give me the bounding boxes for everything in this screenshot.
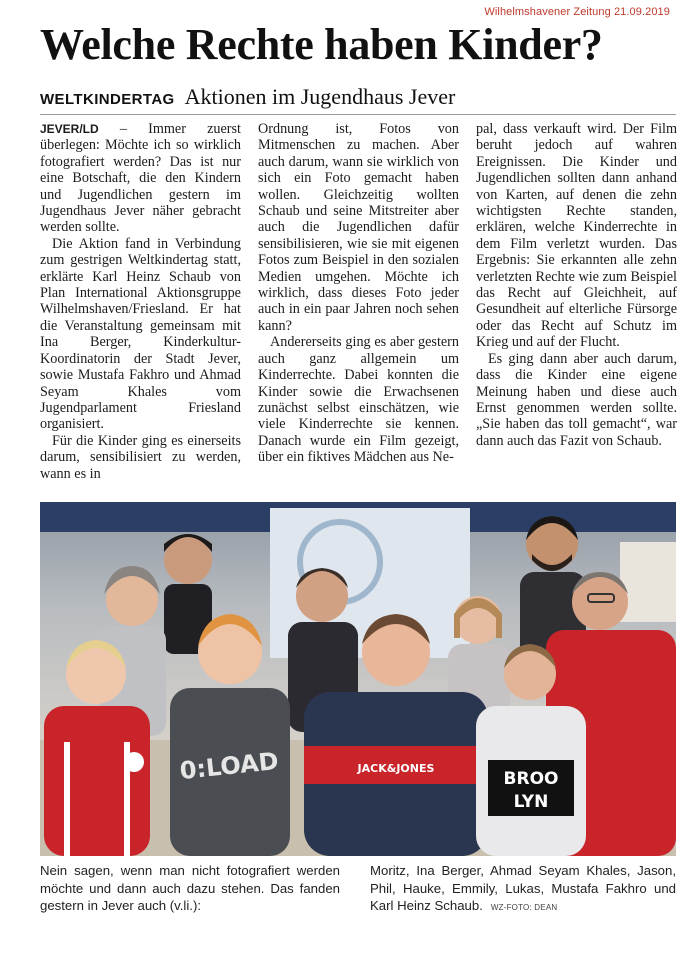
photo-credit: WZ-FOTO: DEAN xyxy=(490,903,558,912)
shirt-print-4: LYN xyxy=(513,792,549,812)
article-column-2 xyxy=(258,121,459,501)
newspaper-source-line: Wilhelmshavener Zeitung 21.09.2019 xyxy=(484,6,670,18)
article-paragraph: Für die Kinder ging es einerseits darum, sensibilisiert zu werden, wann es in xyxy=(40,432,241,482)
article-paragraph xyxy=(40,121,241,236)
article-column-1 xyxy=(40,121,241,501)
article-paragraph: Es ging dann aber auch darum, dass die Kinder eine eigene Meinung haben und diese auch Ernst genommen werden sollte. „Sie haben das toll gemacht“, war dann auch das Fazit von Schaub. xyxy=(476,350,677,449)
kicker-subtitle: Aktionen im Jugendhaus Jever xyxy=(184,84,456,109)
article-paragraph: Andererseits ging es aber gestern auch ganz allgemein um Kinderrechte. Dabei konnten die Kinder sowie die Erwachsenen zunächst selbst einschätzen, wie viele Kinderrechte sie kennen. Danach wurde ein Film gezeigt, über ein fiktives Mädchen aus Ne- xyxy=(258,334,459,466)
dateline: JEVER/LD xyxy=(40,122,99,136)
wall-poster xyxy=(620,542,676,622)
kicker-tag: WELTKINDERTAG xyxy=(40,91,175,108)
caption-right xyxy=(370,862,676,917)
kicker-line xyxy=(40,84,660,113)
headline: Welche Rechte haben Kinder? xyxy=(40,20,603,69)
group-photo-illustration xyxy=(40,502,676,856)
caption-right-text: Moritz, Ina Berger, Ahmad Seyam Khales, Jason, Phil, Hauke, Emmily, Lukas, Mustafa Fakhro und Karl Heinz Schaub. xyxy=(370,863,676,913)
article-paragraph: Die Aktion fand in Verbindung zum gestrigen Weltkindertag statt, erklärte Karl Heinz Schaub von Plan International Aktionsgruppe Wilhelmshaven/Friesland. Er hat die Veranstaltung gemeinsam mit Ina Berger, Kinderkultur-Koordinatorin der Stadt Jever, sowie Mustafa Fakhro und Ahmad Seyam Khales vom Jugendparlament Friesland organisiert. xyxy=(40,235,241,433)
divider xyxy=(40,114,676,115)
paragraph-text: – Immer zuerst überlegen: Möchte ich so wirklich fotografiert werden? Das ist nur eine Botschaft, die den Kindern und Jugendlichen gestern im Jugendhaus Jever näher gebracht werden sollte. xyxy=(40,121,241,236)
shirt-print-2: JACK&JONES xyxy=(357,762,435,775)
shirt-print-1: 0:LOAD xyxy=(178,746,280,786)
caption-left: Nein sagen, wenn man nicht fotografiert werden möchte und dann auch dazu stehen. Das fanden gestern in Jever auch (v.li.): xyxy=(40,863,340,913)
article-column-3 xyxy=(476,121,677,501)
shirt-print-3: BROO xyxy=(503,769,559,789)
article-paragraph: pal, dass verkauft wird. Der Film beruht jedoch auf wahren Ereignissen. Die Kinder und Jugendlichen sollten dann anhand von Karten, auf denen die zehn wichtigsten Rechte standen, erklären, welche Kinderrechte in dem Film verletzt wurden. Das Ergebnis: Sie erkannten alle zehn verletzten Rechte wie zum Beispiel das Recht auf Gleichheit, auf Gesundheit auf elterliche Fürsorge oder das Recht auf Schutz im Krieg und auf der Flucht. xyxy=(476,121,677,351)
article-paragraph: Ordnung ist, Fotos von Mitmenschen zu machen. Aber auch darum, wann sie wirklich von sich ein Foto gemacht haben wollen. Gleichzeitig wollten Schaub und seine Mitstreiter aber auch die Jugendlichen dafür sensibilisieren, wie sie mit eigenen Fotos zum Beispiel in den sozialen Medien umgehen. Möchte ich wirklich, dass dieses Foto jeder auch in ein paar Jahren noch sehen kann? xyxy=(258,121,459,334)
group-photo xyxy=(40,502,676,856)
